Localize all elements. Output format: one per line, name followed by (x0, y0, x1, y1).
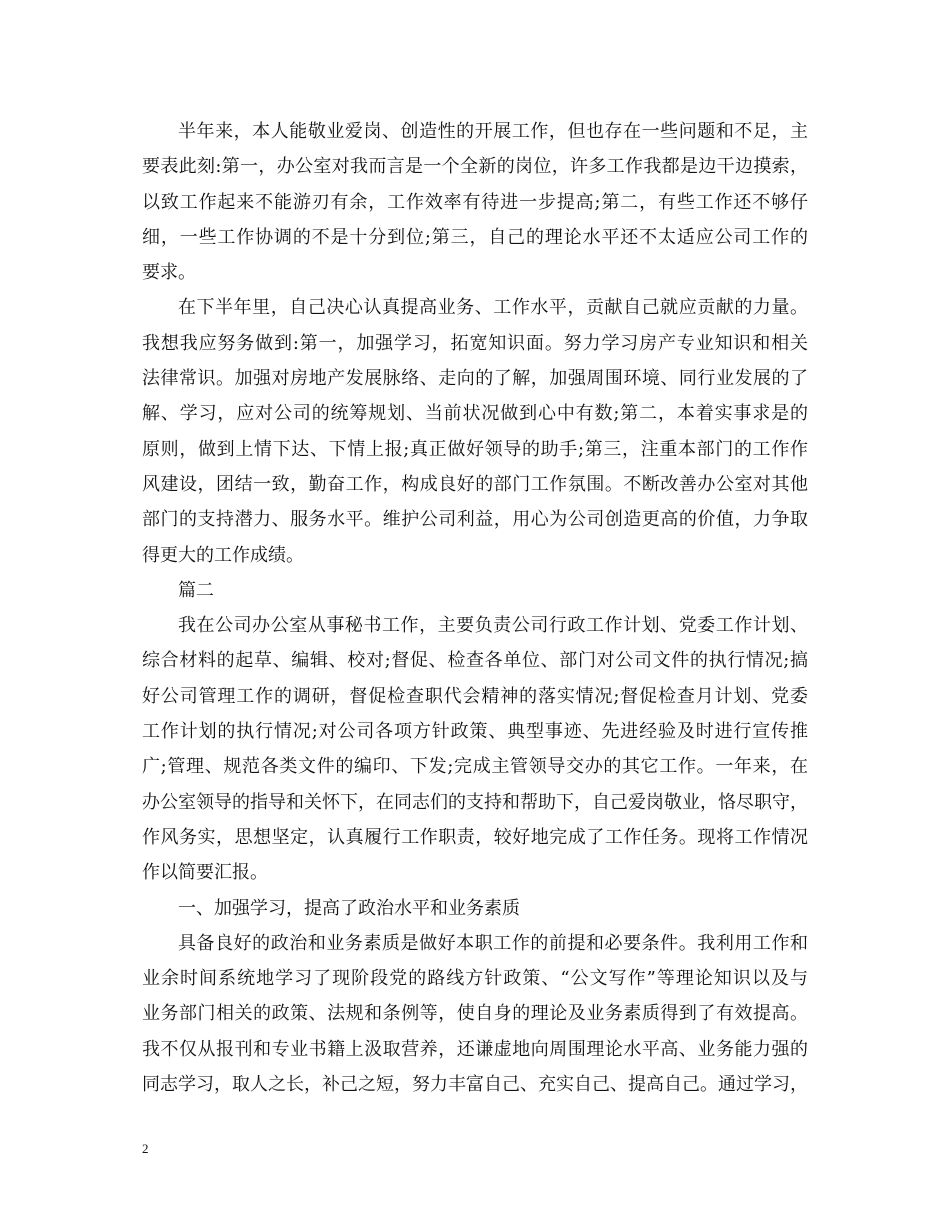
paragraph-line: 我不仅从报刊和专业书籍上汲取营养，还谦虚地向周围理论水平高、业务能力强的 (142, 1038, 808, 1060)
paragraph-line: 同志学习，取人之长，补己之短，努力丰富自己、充实自己、提高自己。通过学习， (142, 1074, 808, 1096)
paragraph-line: 作以简要汇报。 (142, 862, 268, 884)
paragraph-line: 要求。 (142, 262, 196, 284)
paragraph-line: 作风务实，思想坚定，认真履行工作职责，较好地完成了工作任务。现将工作情况 (142, 826, 808, 848)
paragraph-line: 业余时间系统地学习了现阶段党的路线方针政策、“公文写作”等理论知识以及与 (142, 968, 808, 990)
paragraph-line: 广;管理、规范各类文件的编印、下发;完成主管领导交办的其它工作。一年来，在 (142, 756, 808, 778)
paragraph-line: 在下半年里，自己决心认真提高业务、工作水平，贡献自己就应贡献的力量。 (178, 297, 808, 319)
paragraph-line: 法律常识。加强对房地产发展脉络、走向的了解，加强周围环境、同行业发展的了 (142, 368, 808, 390)
paragraph-line: 工作计划的执行情况;对公司各项方针政策、典型事迹、先进经验及时进行宣传推 (142, 721, 808, 743)
paragraph-line: 细，一些工作协调的不是十分到位;第三，自己的理论水平还不太适应公司工作的 (142, 226, 808, 248)
paragraph-line: 半年来，本人能敬业爱岗、创造性的开展工作，但也存在一些问题和不足，主 (178, 121, 808, 142)
paragraph-line: 业务部门相关的政策、法规和条例等，使自身的理论及业务素质得到了有效提高。 (142, 1003, 808, 1025)
paragraph-line: 风建设，团结一致，勤奋工作，构成良好的部门工作氛围。不断改善办公室对其他 (142, 473, 808, 495)
paragraph-line: 好公司管理工作的调研，督促检查职代会精神的落实情况;督促检查月计划、党委 (142, 685, 808, 707)
paragraph-line: 以致工作起来不能游刃有余，工作效率有待进一步提高;第二，有些工作还不够仔 (142, 191, 808, 213)
paragraph-line: 具备良好的政治和业务素质是做好本职工作的前提和必要条件。我利用工作和 (178, 932, 808, 954)
section-heading: 一、加强学习，提高了政治水平和业务素质 (178, 897, 520, 919)
paragraph-line: 解、学习，应对公司的统筹规划、当前状况做到心中有数;第二，本着实事求是的 (142, 403, 808, 425)
paragraph-line: 我想我应努务做到:第一，加强学习，拓宽知识面。努力学习房产专业知识和相关 (142, 332, 808, 354)
document-body (142, 114, 808, 1102)
paragraph-line: 综合材料的起草、编辑、校对;督促、检查各单位、部门对公司文件的执行情况;搞 (142, 650, 808, 672)
paragraph-line: 得更大的工作成绩。 (142, 544, 304, 566)
paragraph-line: 部门的支持潜力、服务水平。维护公司利益，用心为公司创造更高的价值，力争取 (142, 509, 808, 531)
section-heading: 篇二 (178, 579, 214, 601)
page-number: 2 (142, 1141, 149, 1156)
paragraph-line: 要表此刻:第一，办公室对我而言是一个全新的岗位，许多工作我都是边干边摸索， (142, 156, 808, 178)
paragraph-line: 我在公司办公室从事秘书工作，主要负责公司行政工作计划、党委工作计划、 (178, 615, 808, 637)
paragraph-line: 原则，做到上情下达、下情上报;真正做好领导的助手;第三，注重本部门的工作作 (142, 438, 808, 460)
paragraph-line: 办公室领导的指导和关怀下，在同志们的支持和帮助下，自己爱岗敬业，恪尽职守， (142, 791, 808, 813)
